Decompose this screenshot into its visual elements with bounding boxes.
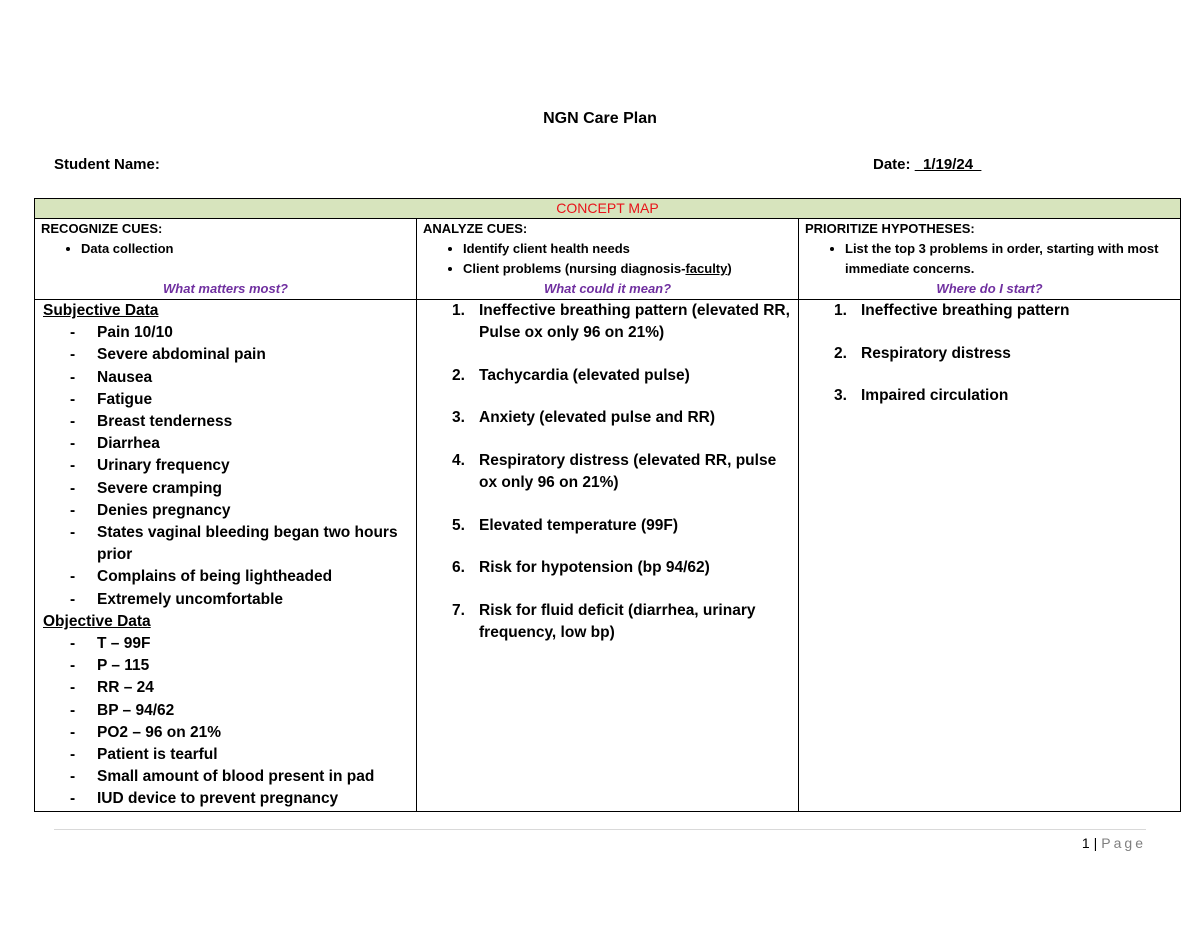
list-item: - Patient is tearful <box>70 746 218 764</box>
analyze-bullet <box>463 259 792 279</box>
list-item: - Diarrhea <box>70 435 160 453</box>
list-item: 1. Ineffective breathing pattern (elevated RR, Pulse ox only 96 on 21%) <box>452 302 790 342</box>
recognize-cues-title: RECOGNIZE CUES: <box>41 221 163 236</box>
analyze-cues-header <box>417 219 799 300</box>
date-label: Date: <box>873 156 911 173</box>
prioritize-bullets <box>805 239 1174 279</box>
priority-cell <box>799 300 1181 812</box>
concept-map-banner: CONCEPT MAP <box>35 199 1181 219</box>
list-item: - Fatigue <box>70 390 153 408</box>
page-footer <box>1082 835 1146 851</box>
content-row <box>35 300 1181 812</box>
page-number: 1 <box>1081 835 1090 851</box>
analyze-bullet-text: Client problems (nursing diagnosis- <box>463 261 686 276</box>
recognize-bullet: • Data collection <box>81 239 410 259</box>
cues-data-cell <box>35 300 417 812</box>
prioritize-guide-question: Where do I start? <box>936 281 1043 296</box>
banner-row <box>35 199 1181 219</box>
date-line <box>873 156 981 173</box>
recognize-cues-header <box>35 219 417 300</box>
document-title: NGN Care Plan <box>543 110 657 127</box>
list-item: 5. Elevated temperature (99F) <box>452 516 678 534</box>
analyze-bullet-underlined: faculty <box>685 261 728 276</box>
subjective-data-list <box>41 322 410 611</box>
list-item: - Nausea <box>70 368 153 386</box>
list-item: - BP – 94/62 <box>70 701 175 719</box>
prioritize-hypotheses-header <box>799 219 1181 300</box>
list-item: 6. Risk for hypotension (bp 94/62) <box>452 559 710 577</box>
list-item: - States vaginal bleeding began two hours prior <box>70 524 398 564</box>
list-item: - Complains of being lightheaded <box>70 568 333 586</box>
analyze-bullet: • Identify client health needs <box>463 239 792 259</box>
list-item: - Breast tenderness <box>70 413 233 431</box>
analyze-cues-title: ANALYZE CUES: <box>423 221 528 236</box>
analyze-guide-question: What could it mean? <box>543 281 672 296</box>
list-item: 2. Tachycardia (elevated pulse) <box>452 366 690 384</box>
list-item: - Denies pregnancy <box>70 501 231 519</box>
list-item: 7. Risk for fluid deficit (diarrhea, urinary frequency, low bp) <box>452 601 756 642</box>
student-name-label: Student Name: <box>54 156 160 173</box>
subjective-data-heading: Subjective Data <box>43 302 159 319</box>
analyze-cues-bullets <box>423 239 792 279</box>
list-item: 4. Respiratory distress (elevated RR, pulse ox only 96 on 21%) <box>452 451 777 492</box>
objective-data-list <box>41 633 410 811</box>
footer-divider <box>54 829 1146 830</box>
prioritize-bullet: • List the top 3 problems in order, starting with most immediate concerns. <box>845 239 1174 279</box>
list-item: 3. Impaired circulation <box>834 387 1009 405</box>
concept-map-table <box>34 198 1181 812</box>
list-item: - Extremely uncomfortable <box>70 590 284 608</box>
analysis-list <box>423 300 792 644</box>
list-item: - T – 99F <box>70 635 151 653</box>
objective-data-heading: Objective Data <box>43 612 151 630</box>
list-item: 3. Anxiety (elevated pulse and RR) <box>452 409 716 427</box>
list-item: - RR – 24 <box>70 679 154 697</box>
date-value: 1/19/24 <box>914 156 982 173</box>
page-separator: | <box>1093 835 1098 851</box>
priority-list <box>805 300 1174 407</box>
list-item: 1. Ineffective breathing pattern <box>834 302 1070 319</box>
recognize-guide-question: What matters most? <box>163 281 288 296</box>
list-item: 2. Respiratory distress <box>834 344 1011 362</box>
list-item: - Small amount of blood present in pad <box>70 768 375 786</box>
header-row <box>35 219 1181 300</box>
recognize-cues-bullets <box>41 239 410 259</box>
list-item: - IUD device to prevent pregnancy <box>70 790 339 808</box>
page-word: Page <box>1101 835 1146 851</box>
list-item: - Severe cramping <box>70 479 222 497</box>
prioritize-hypotheses-title: PRIORITIZE HYPOTHESES: <box>805 221 975 236</box>
list-item: - P – 115 <box>70 657 150 675</box>
list-item: - PO2 – 96 on 21% <box>70 723 222 741</box>
list-item: - Severe abdominal pain <box>70 346 266 364</box>
list-item: - Pain 10/10 <box>70 324 173 342</box>
analysis-cell <box>417 300 799 812</box>
analyze-bullet-suffix: ) <box>727 261 732 276</box>
list-item: - Urinary frequency <box>70 457 230 475</box>
